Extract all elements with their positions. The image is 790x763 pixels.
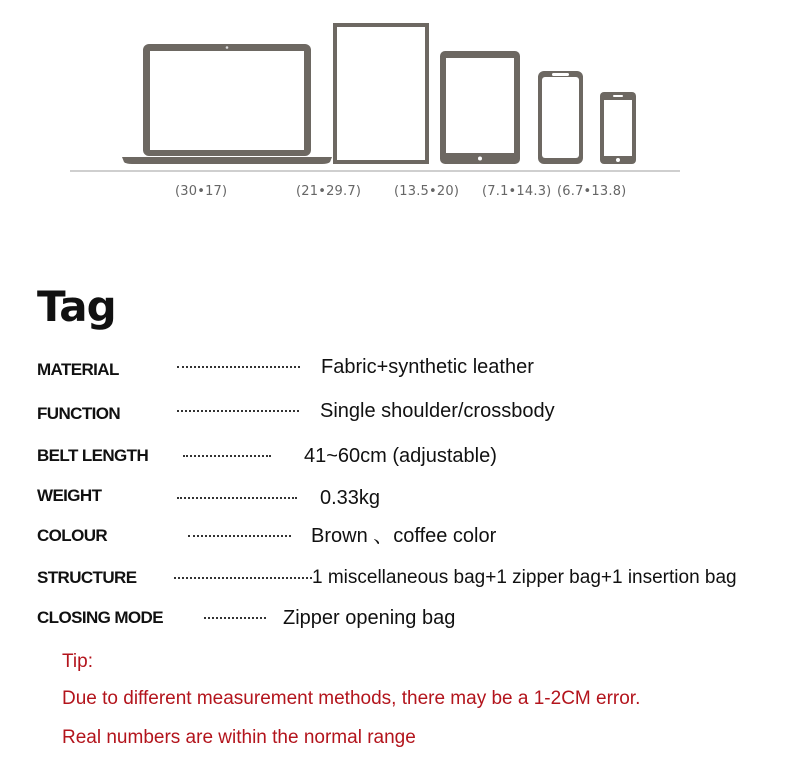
- spec-value: 41~60cm (adjustable): [304, 445, 497, 467]
- spec-label: FUNCTION: [37, 404, 121, 423]
- spec-value: 1 miscellaneous bag+1 zipper bag+1 insertion bag: [312, 567, 737, 588]
- spec-row-function: [0, 399, 790, 429]
- spec-label: COLOUR: [37, 526, 108, 545]
- spec-row-closing-mode: [0, 606, 790, 636]
- a4-document-icon: [333, 23, 429, 164]
- tip-line-2: Real numbers are within the normal range: [62, 727, 416, 748]
- tip-heading: Tip:: [62, 651, 93, 672]
- laptop-dimension: (30•17): [175, 184, 228, 199]
- leader-dots: [174, 575, 312, 579]
- leader-dots: [204, 615, 266, 619]
- page-title: Tag: [37, 282, 116, 331]
- tablet-icon: [440, 51, 520, 164]
- spec-row-weight: [0, 486, 790, 516]
- leader-dots: [183, 453, 271, 457]
- small-phone-dimension: (6.7•13.8): [557, 184, 627, 199]
- spec-value: Zipper opening bag: [283, 607, 456, 629]
- leader-dots: [177, 364, 300, 368]
- spec-row-belt-length: [0, 444, 790, 474]
- spec-value: 0.33kg: [320, 487, 381, 509]
- leader-dots: [188, 533, 291, 537]
- spec-label: BELT LENGTH: [37, 446, 149, 465]
- spec-value: Fabric+synthetic leather: [321, 356, 534, 378]
- tip-line-1: Due to different measurement methods, there may be a 1-2CM error.: [62, 688, 641, 709]
- small-phone-icon: [600, 92, 636, 164]
- spec-label: WEIGHT: [37, 486, 102, 505]
- tablet-dimension: (13.5•20): [394, 184, 460, 199]
- spec-value: Single shoulder/crossbody: [320, 400, 555, 422]
- large-phone-dimension: (7.1•14.3): [482, 184, 552, 199]
- spec-row-structure: [0, 566, 790, 596]
- large-phone-icon: [538, 71, 583, 164]
- leader-dots: [177, 495, 297, 499]
- laptop-icon: [122, 44, 332, 164]
- spec-row-colour: [0, 524, 790, 554]
- spec-label: CLOSING MODE: [37, 608, 163, 627]
- spec-row-material: [0, 355, 790, 385]
- a4-dimension: (21•29.7): [296, 184, 362, 199]
- leader-dots: [177, 408, 299, 412]
- spec-value: Brown 、coffee color: [311, 525, 497, 547]
- spec-label: MATERIAL: [37, 360, 119, 379]
- spec-label: STRUCTURE: [37, 568, 137, 587]
